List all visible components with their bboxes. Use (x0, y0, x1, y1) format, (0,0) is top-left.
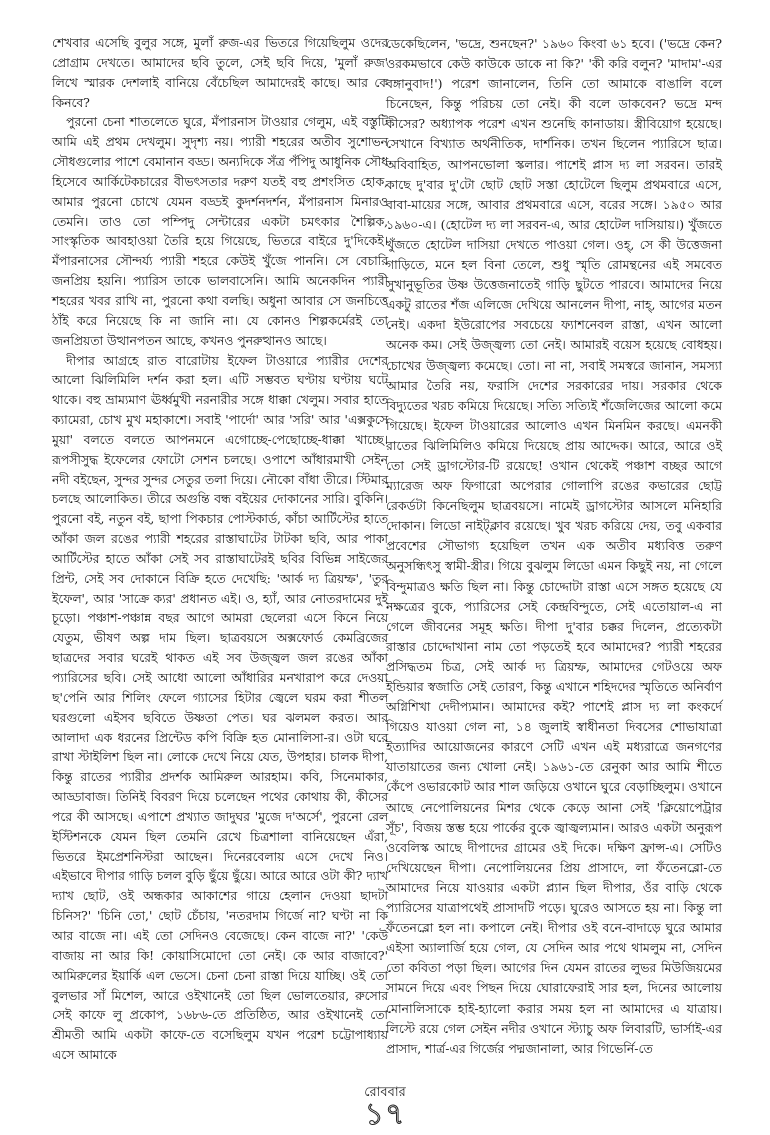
magazine-name: রোববার (364, 1085, 406, 1100)
paragraph: ডেকেছিলেন, 'ভদ্রে, শুনছেন?' ১৯৬০ কিংবা ৬১ হবে। ('ভদ্রে কেন? ওরকমভাবে কেউ কাউকে ডাকে না কি?' 'কী করি বলুন? 'মাদাম'-এর বঙ্গানুবাদ!') পরেশ জানালেন, তিনি তো আমাকে বাঙালি বলে চিনেছেন, কিন্তু পরিচয় তো নেই। কী বলে ডাকবেন? ভদ্রে মন্দ কীসের? অধ্যাপক পরেশ এখন শুনেছি কানাডায়। স্ত্রীবিয়োগ হয়েছে। সেখানে বিখ্যাত অর্থনীতিক, দার্শনিক। তখন ছিলেন প্যারিসে ছাত্র। অবিবাহিত, আপনভোলা স্কলার। পাশেই প্লাস দ্য লা সরবন। তারই কাছে দু'বার দু'টো ছোট ছোট সস্তা হোটেলে ছিলুম প্রথমবারে এসে, বাবা-মায়ের সঙ্গে, আবার প্রথমবারে এসে, বরের সঙ্গে। ১৯৫০ আর ১৯৬০-এ। (হোটেল দ্য লা সরবন-এ, আর হোটেল দাসিয়ায়।) খুঁজতে খুঁজতে হোটেল দাসিয়া দেখতে পাওয়া গেল। ওহ্, সে কী উত্তেজনা গাড়িতে, মনে হল বিনা তেলে, শুধু স্মৃতি রোমন্থনের এই সমবেত সুখানুভূতির উষ্ণ উত্তেজনাতেই গাড়ি ছুটতে পারবে। আমাদের নিয়ে একটু রাতের শঁজ এলিজে দেখিয়ে আনলেন দীপা, নাহ্, আগের মতন নেই। একদা ইউরোপের সবচেয়ে ফ্যাশনেবল রাস্তা, এখন আলো অনেক কম। সেই উজ্জ্বল্য তো নেই। আমারই বয়েস হয়েছে বোধহয়। চোখের উজ্জ্বল্য কমেছে। তো। না না, সবাই সমস্বরে জানান, সমস্যা আমার তৈরি নয়, ফরাসি দেশের সরকারের দায়। সরকার থেকে বিদ্যুতের খরচ কমিয়ে দিয়েছে। সত্যি সত্যিই শঁজেলিজের আলো কমে গিয়েছে। ইফেল টাওয়ারের আলোও এখন মিনমিন করছে। এমনকী রাতের ঝিলিমিলিও কমিয়ে দিয়েছে প্রায় আদ্দেক। আরে, আরে ওই তো সেই ড্রাগস্টোর-টি রয়েছে! ওখান থেকেই পঞ্চাশ বচ্ছর আগে ম্যারেজ অফ ফিগারো অপেরার গোলাপি রঙের কভারের ছোট্ট রেকর্ডটা কিনেছিলুম ছাত্রবয়সে। নামেই ড্রাগস্টোর আসলে মনিহারি দোকান। লিডো নাইট্ক্লাব রয়েছে। খুব খরচ করিয়ে দেয়, তবু একবার প্রবেশের সৌভাগ্য হয়েছিল তখন এক অতীব মধ্যবিত্ত তরুণ অনুসন্ধিৎসু স্বামী-স্ত্রীর। গিয়ে বুঝলুম লিডো এমন কিছুই নয়, না গেলে বিন্দুমাত্রও ক্ষতি ছিল না। কিন্তু চোদ্দোটা রাস্তা এসে সঙ্গত হয়েছে যে নক্ষত্রের বুকে, প্যারিসের সেই কেন্দ্রবিন্দুতে, সেই এতোয়াল-এ না গেলে জীবনের সমূহ ক্ষতি। দীপা দু'বার চক্কর দিলেন, প্রত্যেকটা রাস্তার চোদ্দোখানা নাম তো পড়তেই হবে আমাদের? প্যারী শহরের প্রসিদ্ধতম চিত্র, সেই আর্ক দ্য ত্রিয়ম্ফ, আমাদের গেটওয়ে অফ ইন্ডিয়ার স্বজাতি সেই তোরণ, কিন্তু এখানে শহিদদের স্মৃতিতে অনির্বাণ অগ্নিশিখা দেদীপ্যমান। আমাদের কই? পাশেই প্লাস দ্য লা কংকর্দে গিয়েও যাওয়া গেল না, ১৪ জুলাই স্বাধীনতা দিবসের শোভাযাত্রা ইত্যাদির আয়োজনের কারণে সেটি এখন এই মধ্যরাত্রে জনগণের যাতায়াতের জন্য খোলা নেই। ১৯৬১-তে রেনুকা আর আমি শীতে কেঁপে ওভারকোট আর শাল জড়িয়ে ওখানে ঘুরে বেড়াচ্ছিলুম। ওখানে আছে নেপোলিয়নের মিশর থেকে কেড়ে আনা সেই 'ক্লিয়োপেট্রার সূঁচ', বিজয় স্তম্ভ হয়ে পার্কের বুকে জ্বাজ্বল্যমান। আরও একটা অনুরূপ ওবেলিস্ক আছে দীপাদের গ্রামের ওই দিকে। দক্ষিণ ফ্রান্স-এ। সেটিও দেখিয়েছেন দীপা। নেপোলিয়নের প্রিয় প্রাসাদে, লা ফঁতেনব্লো-তে আমাদের নিয়ে যাওয়ার একটা প্ল্যান ছিল দীপার, ওঁর বাড়ি থেকে প্যারিসের যাত্রাপথেই প্রাসাদটি পড়ে। ঘুরেও আসতে হয় না। কিন্তু লা ফঁতেনব্লো হল না। কপালে নেই। দীপার ওই বনে-বাদাড়ে ঘুরে আমার এইসা অ্যালার্জি হয়ে গেল, যে সেদিন আর পথে থামলুম না, সেদিন তো কবিতা পড়া ছিল। আগের দিন যেমন রাতের লুভর মিউজিয়মের সামনে দিয়ে এবং পিছন দিয়ে ঘোরাফেরাই সার হল, দিনের আলোয় মোনালিসাকে হাই-হ্যালো করার সময় হল না আমাদের এ যাত্রায়। লিস্টে রয়ে গেল সেইন নদীর ওখানে স্ট্যাচু অফ লিবারটি, ভার্সাই-এর প্রাসাদ, শার্ত্র-এর গির্জের পদ্মজানালা, আর গিভের্নি-তে (386, 36, 722, 1056)
left-text-column (52, 34, 388, 1066)
paragraph: পুরনো চেনা শাতলেতে ঘুরে, মঁপারনাস টাওয়ার গেলুম, এই বস্তুটি আমি এই প্রথম দেখলুম। সুদৃশ্য নয়। প্যারী শহরের অতীব সুশোভন সৌধগুলোর পাশে বেমানান বড্ড। অন্যদিকে সঁত্র পঁপিদু আধুনিক সৌধ হিসেবে আর্কিটেকচারের বীভৎসতার দরুণ যতই বহু প্রশংসিত হোক, আমার পুরনো চোখে যেমন বড্ডই কুদর্শনদর্শন, মঁপারনাস মিনারও তেমনি। তাও তো পম্পিদু সেন্টারের একটা চমৎকার শৈল্পিক, সাংস্কৃতিক আবহাওয়া তৈরি হয়ে গিয়েছে, ভিতরে বাইরে দু'দিকেই। মঁপারনাসের সৌন্দর্য্য প্যারী শহরে কেউই খুঁজে পাননি। সে বেচারি জনপ্রিয় হয়নি। প্যারিস তাকে ভালবাসেনি। আমি অনেকদিন প্যারী শহরের খবর রাখি না, পুরনো কথা বলছি। অধুনা আবার সে জনচিত্তে ঠাঁই করে নিয়েছে কি না জানি না। যে কোনও শিল্পকর্মেরই তো জনপ্রিয়তা উত্থানপতন আছে, কখনও পুনরুত্থানও আছে। (52, 115, 388, 348)
right-text-column (386, 34, 722, 1059)
paragraph: শেখবার এসেছি বুলুর সঙ্গে, মুলাঁ রুজ-এর ভিতরে গিয়েছিলুম ওদের প্রোগ্রাম দেখতে। আমাদের ছবি তুলে, সেই ছবি দিয়ে, 'মুলাঁ রুজ' লিখে স্মারক দেশলাই বানিয়ে বেঁচেছিল আমাদেরই কাছে। আর কে কিনবে? (52, 36, 388, 110)
page-number: ১৭ (364, 1097, 406, 1132)
paragraph: দীপার আগ্রহে রাত বারোটায় ইফেল টাওয়ারে প্যারীর দেশের আলো ঝিলিমিলি দর্শন করা হল। এটি সম্ভবত ঘণ্টায় ঘণ্টায় ঘটে থাকে। বহু ভ্রাম্যমাণ ঊর্ধ্বমুখী নরনারীর সঙ্গে ধাক্কা খেলুম। সবার হাতে ক্যামেরা, চোখ মুখ মহাকাশে। সবাই 'পার্দো' আর 'সরি' আর 'এক্সকুসে মুয়া' বলতে বলতে আপনমনে এগোচ্ছে-পেছোচ্ছে-ধাক্কা খাচ্ছে। রূপসীসুদ্ধ ইফেলের ফোটো সেশন চলছে। ওপাশে আঁধারমাখী সেইন নদী বইছেন, সুন্দর সুন্দর সেতুর তলা দিয়ে। নৌকো বাঁধা তীরে। স্টিমার চলছে আলোকিত। তীরে অগুন্তি বন্ধ বইয়ের দোকানের সারি। বুকিনি। পুরনো বই, নতুন বই, ছাপা পিকচার পোস্টকার্ড, কাঁচা আর্টিস্টের হাতে আঁকা জল রঙের প্যারী শহরের রাস্তাঘাটের টাটকা ছবি, আর পাকা আর্টিস্টের হাতে আঁকা সেই সব রাস্তাঘাটেরই ছবির বিভিন্ন সাইজের প্রিন্ট, সেই সব দোকানে বিক্রি হতে দেখেছি: 'আর্ক দ্য ত্রিয়ম্ফ', 'তুর ইফেল', আর 'সাক্রে ক্যর' প্রধানত এই। ও, হ্যাঁ, আর নোতরদামের দুই চূড়ো। পঞ্চাশ-পঞ্চান্ন বছর আগে আমরা ছেলেরা এসে কিনে নিয়ে যেতুম, ভীষণ অল্প দাম ছিল। ছাত্রবয়সে অক্সফোর্ড কেমব্রিজের ছাত্রদের সবার ঘরেই থাকত এই সব উজ্জ্বল জল রঙের আঁকা প্যারিসের ছবি। সেই আধো আলো আঁধারির মনখারাপ করে দেওয়া ছ'পেনি আর শিলিং ফেলে গ্যাসের হিটার জ্বেলে ঘরম করা শীতল ঘরগুলো এইসব ছবিতে উষ্ণতা পেত। ঘর ঝলমল করত। আর আলাদা এক ধরনের প্রিন্টেড কপি বিক্রি হত মোনালিসা-র। ওটা ঘরে রাখা স্টাইলিশ ছিল না। লোকে দেখে নিয়ে যেত, উপহার। চালক দীপা, কিন্তু রাতের প্যারীর প্রদর্শক আমিরুল আরহাম। কবি, সিনেমাকার, আড্ডাবাজ। তিনিই বিবরণ দিয়ে চলেছেন পথের কোথায় কী, কীসের পরে কী আসছে। এপাশে প্রখ্যাত জাদুঘর 'মুজে দ'অর্সে', পুরনো রেল ইস্টিশনকে যেমন ছিল তেমনি রেখে চিত্রশালা বানিয়েছেন এঁরা, ভিতরে ইমপ্রেশনিস্টরা আছেন। দিনেরবেলায় এসে দেখে নিও। এইভাবে দীপার গাড়ি চলল বুড়ি ছুঁয়ে ছুঁয়ে। আরে আরে ওটা কী? দ্যাখ দ্যাখ ছোট, ওই অন্ধকার আকাশের গায়ে হেলান দেওয়া ছাদটা চিনিস?' 'চিনি তো,' ছোট চেঁচায়, 'নতরদাম গির্জে না? ঘণ্টা না কি আর বাজে না। এই তো সেদিনও বেজেছে। কেন বাজে না?' 'কেউ বাজায় না আর কি! কোয়াসিমোদো তো নেই। কে আর বাজাবে?' আমিরুলের ইয়ার্কি এল ভেসে। চেনা চেনা রাস্তা দিয়ে যাচ্ছি। ওই তো বুলভার সাঁ মিশেল, আরে ওইখানেই তো ছিল ভোলতেয়ার, রুসোর সেই কাফে লু প্রকোপ, ১৬৮৬-তে প্রতিষ্ঠিত, আর ওইখানেই তো শ্রীমতী আমি একটা কাফে-তে বসেছিলুম যখন পরেশ চট্টোপাধ্যায় এসে আমাকে (52, 353, 388, 1063)
